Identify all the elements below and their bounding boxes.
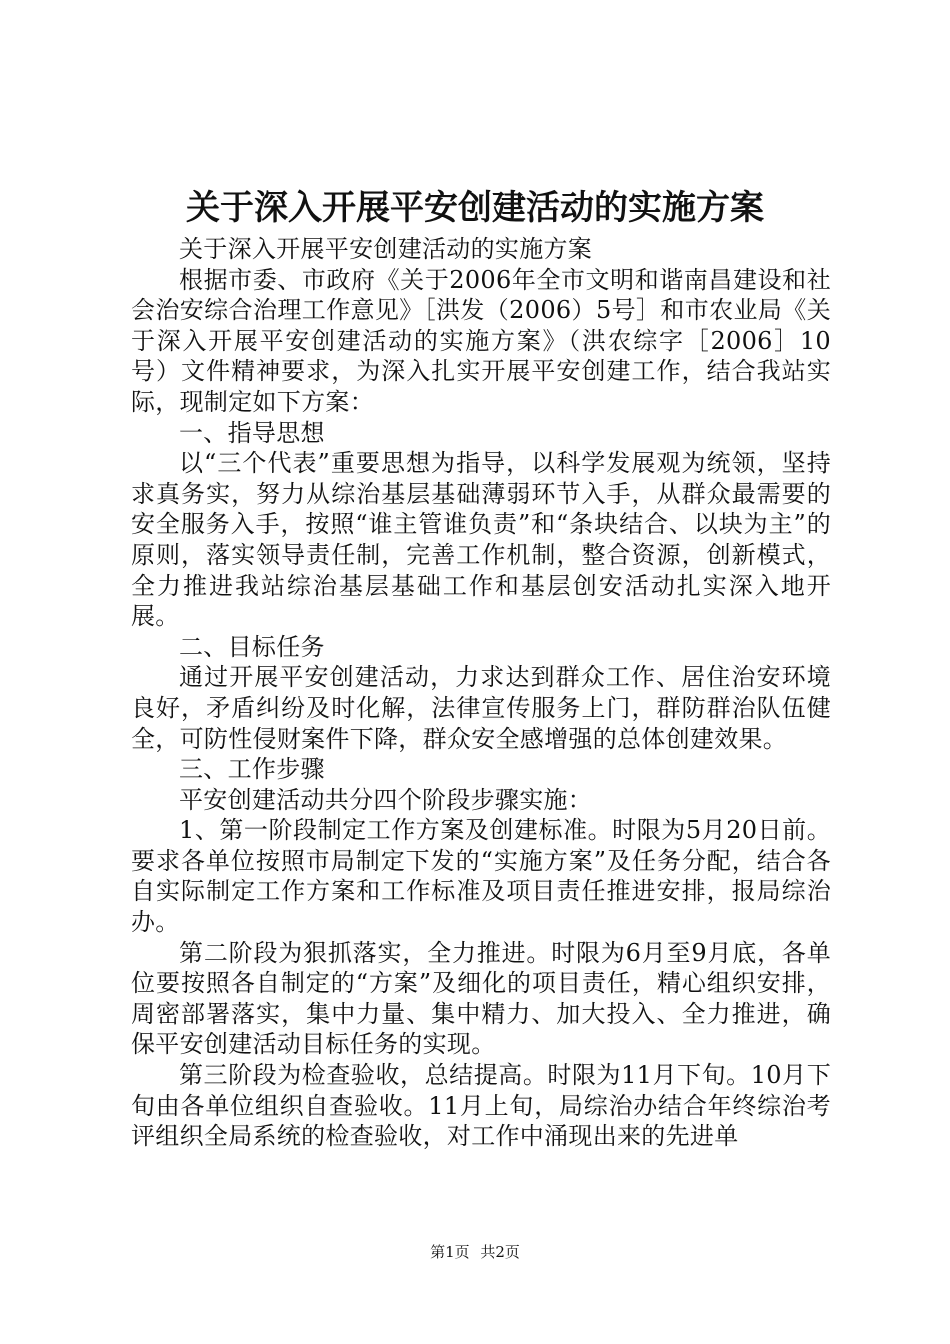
page-footer xyxy=(0,1242,950,1262)
stage-one-paragraph: 1、第一阶段制定工作方案及创建标准。时限为5月20日前。要求各单位按照市局制定下发的“实施方案”及任务分配，结合各自实际制定工作方案和工作标准及项目责任推进安排，报局综治办。 xyxy=(131,816,831,937)
goals-paragraph: 通过开展平安创建活动，力求达到群众工作、居住治安环境良好，矛盾纠纷及时化解，法律宣传服务上门，群防群治队伍健全，可防性侵财案件下降，群众安全感增强的总体创建效果。 xyxy=(131,663,831,753)
stage-two-paragraph: 第二阶段为狠抓落实，全力推进。时限为6月至9月底，各单位要按照各自制定的“方案”及细化的项目责任，精心组织安排，周密部署落实，集中力量、集中精力、加大投入、全力推进，确保平安创建活动目标任务的实现。 xyxy=(131,938,831,1059)
section-heading-goals: 二、目标任务 xyxy=(179,632,325,661)
document-title: 关于深入开展平安创建活动的实施方案 xyxy=(186,188,764,228)
section-heading-work-steps: 三、工作步骤 xyxy=(179,755,325,784)
stage-three-paragraph: 第三阶段为检查验收，总结提高。时限为11月下旬。10月下旬由各单位组织自查验收。11月上旬，局综治办结合年终综治考评组织全局系统的检查验收，对工作中涌现出来的先进单 xyxy=(131,1061,831,1151)
page-total: 共2页 xyxy=(480,1243,520,1261)
section-heading-guiding-ideology: 一、指导思想 xyxy=(179,418,325,447)
document-body xyxy=(131,234,831,1152)
page-number: 第1页 xyxy=(430,1243,470,1261)
work-steps-intro-paragraph: 平安创建活动共分四个阶段步骤实施： xyxy=(179,785,593,814)
intro-paragraph: 根据市委、市政府《关于2006年全市文明和谐南昌建设和社会治安综合治理工作意见》［洪发（2006）5号］和市农业局《关于深入开展平安创建活动的实施方案》（洪农综字［2006］10号）文件精神要求，为深入扎实开展平安创建工作，结合我站实际，现制定如下方案： xyxy=(131,265,831,416)
guiding-ideology-paragraph: 以“三个代表”重要思想为指导，以科学发展观为统领，坚持求真务实，努力从综治基层基础薄弱环节入手，从群众最需要的安全服务入手，按照“谁主管谁负责”和“条块结合、以块为主”的原则，落实领导责任制，完善工作机制，整合资源，创新模式，全力推进我站综治基层基础工作和基层创安活动扎实深入地开展。 xyxy=(131,449,831,631)
subtitle-paragraph: 关于深入开展平安创建活动的实施方案 xyxy=(179,235,593,263)
